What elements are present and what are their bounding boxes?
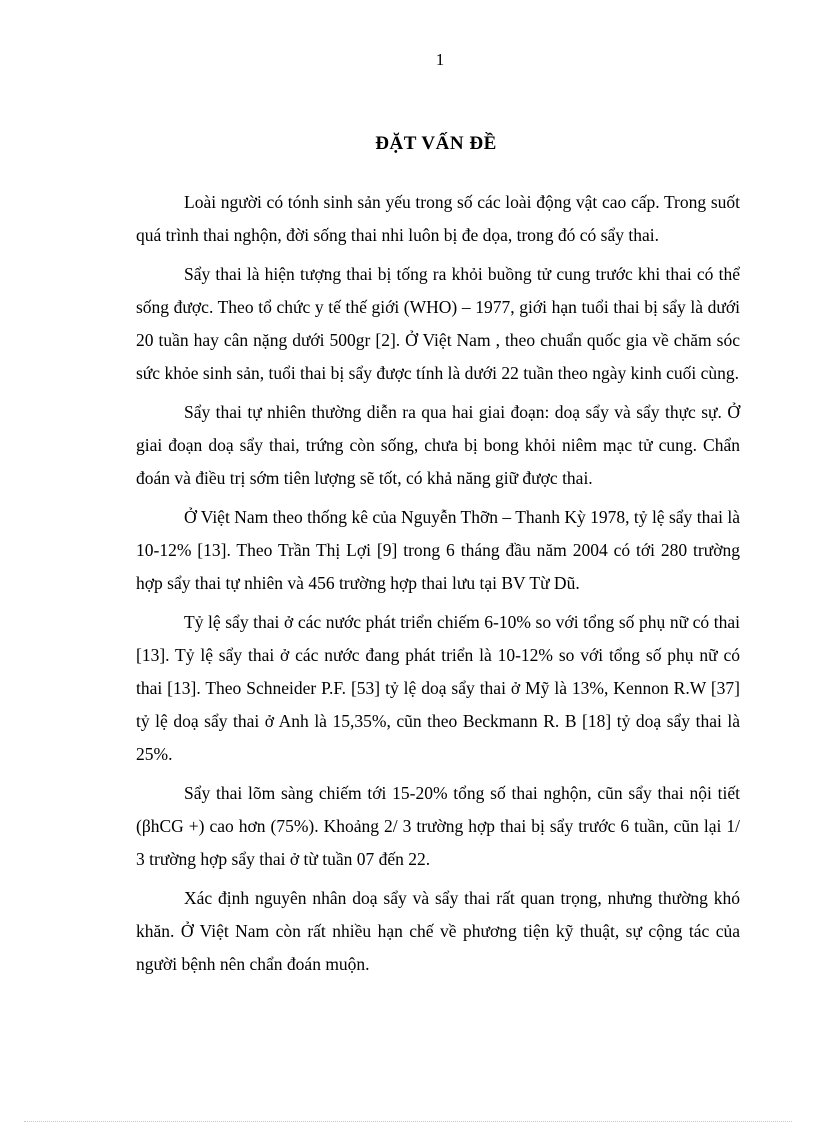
paragraph: Sẩy thai tự nhiên thường diễn ra qua hai giai đoạn: doạ sẩy và sẩy thực sự. Ở giai đoạn doạ sẩy thai, trứng còn sống, chưa bị bong khỏi niêm mạc tử cung. Chẩn đoán và điều trị sớm tiên lượng sẽ tốt, có khả năng giữ được thai.	[136, 402, 740, 488]
body-text	[136, 186, 740, 987]
page-number: 1	[435, 50, 445, 69]
paragraph: Xác định nguyên nhân doạ sẩy và sẩy thai rất quan trọng, nhưng thường khó khăn. Ở Việt Nam còn rất nhiều hạn chế về phương tiện kỹ thuật, sự cộng tác của người bệnh nên chẩn đoán muộn.	[136, 888, 740, 974]
page-title: ĐẶT VẤN ĐỀ	[375, 133, 497, 154]
paragraph: Sẩy thai là hiện tượng thai bị tống ra khỏi buồng tử cung trước khi thai có thể sống được. Theo tổ chức y tế thế giới (WHO) – 1977, giới hạn tuổi thai bị sẩy là dưới 20 tuần hay cân nặng dưới 500gr [2]. Ở Việt Nam , theo chuẩn quốc gia về chăm sóc sức khỏe sinh sản, tuổi thai bị sẩy được tính là dưới 22 tuần theo ngày kinh cuối cùng.	[136, 264, 740, 383]
paragraph: Sẩy thai lõm sàng chiếm tới 15-20% tổng số thai nghộn, cũn sẩy thai nội tiết (βhCG +) cao hơn (75%). Khoảng 2/ 3 trường hợp thai bị sẩy trước 6 tuần, cũn lại 1/ 3 trường hợp sẩy thai ở từ tuần 07 đến 22.	[136, 783, 740, 869]
paragraph: Tỷ lệ sẩy thai ở các nước phát triển chiếm 6-10% so với tổng số phụ nữ có thai [13]. Tỷ lệ sẩy thai ở các nước đang phát triển là 10-12% so với tổng số phụ nữ có thai [13]. Theo Schneider P.F. [53] tỷ lệ doạ sẩy thai ở Mỹ là 13%, Kennon R.W [37] tỷ lệ doạ sẩy thai ở Anh là 15,35%, cũn theo Beckmann R. B [18] tỷ doạ sẩy thai là 25%.	[136, 612, 740, 764]
paragraph: Loài người có tónh sinh sản yếu trong số các loài động vật cao cấp. Trong suốt quá trình thai nghộn, đời sống thai nhi luôn bị đe dọa, trong đó có sẩy thai.	[136, 192, 740, 245]
page-bottom-divider	[24, 1121, 792, 1122]
paragraph: Ở Việt Nam theo thống kê của Nguyễn Thỡn – Thanh Kỳ 1978, tỷ lệ sẩy thai là 10-12% [13]. Theo Trần Thị Lợi [9] trong 6 tháng đầu năm 2004 có tới 280 trường hợp sẩy thai tự nhiên và 456 trường hợp thai lưu tại BV Từ Dũ.	[136, 507, 740, 593]
